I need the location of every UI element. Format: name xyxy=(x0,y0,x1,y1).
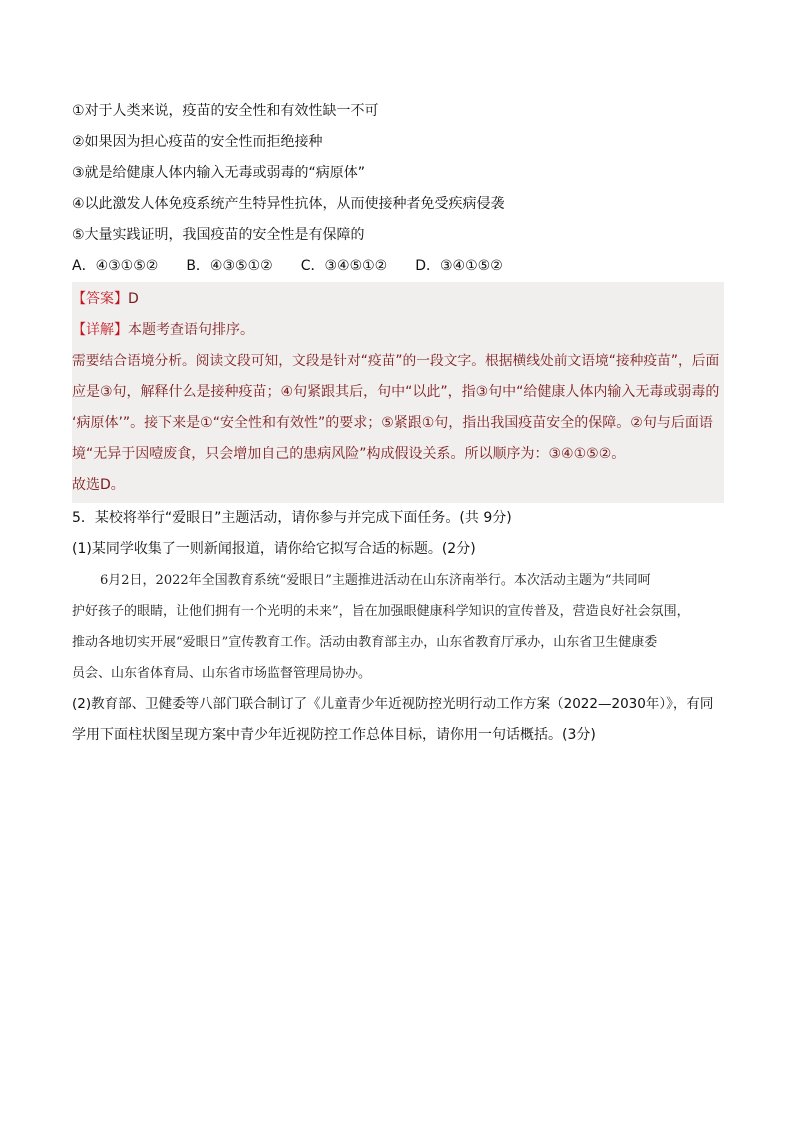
document-page xyxy=(72,96,724,751)
passage-line-3: 推动各地切实开展“爱眼日”宣传教育工作。活动由教育部主办，山东省教育厅承办，山东省卫生健康委 xyxy=(72,635,658,650)
sentence-2: ②如果因为担心疫苗的安全性而拒绝接种 xyxy=(72,134,323,150)
detail-text-4: 境“无异于因噎废食，只会增加自己的患病风险”构成假设关系。所以顺序为：③④①⑤②。 xyxy=(72,446,626,462)
detail-text-3: ‘病原体’”。接下来是①“安全性和有效性”的要求；⑤紧跟①句，指出我国疫苗安全的保障。②句与后面语 xyxy=(72,415,713,431)
answer-options: A．④③①⑤② B．④③⑤①② C．③④⑤①② D．③④①⑤② xyxy=(72,258,503,274)
passage-line-4: 员会、山东省体育局、山东省市场监督管理局协办。 xyxy=(72,666,372,681)
sentence-5: ⑤大量实践证明，我国疫苗的安全性是有保障的 xyxy=(72,227,365,243)
news-passage xyxy=(72,565,724,689)
answer-box xyxy=(72,282,724,503)
answer-value: D xyxy=(128,291,139,307)
detail-line xyxy=(72,315,724,346)
question-5-title: 5．某校将举行“爱眼日”主题活动，请你参与并完成下面任务。(共 9分) xyxy=(72,510,512,526)
detail-text-2: 应是③句，解释什么是接种疫苗；④句紧跟其后，句中“以此”，指③句中“给健康人体内输入无毒或弱毒的 xyxy=(72,384,720,400)
passage-line-2: 护好孩子的眼睛，让他们拥有一个光明的未来”，旨在加强眼健康科学知识的宣传普及，营造良好社会氛围， xyxy=(72,604,690,619)
sentence-list xyxy=(72,96,724,251)
detail-first: 本题考查语句排序。 xyxy=(128,322,254,338)
detail-text-5: 故选D。 xyxy=(72,477,125,493)
detail-text-1: 需要结合语境分析。阅读文段可知，文段是针对“疫苗”的一段文字。根据横线处前文语境“接种疫苗”，后面 xyxy=(72,353,720,369)
sentence-3: ③就是给健康人体内输入无毒或弱毒的“病原体” xyxy=(72,165,366,181)
answer-line xyxy=(72,284,724,315)
question-5-sub1: (1)某同学收集了一则新闻报道，请你给它拟写合适的标题。(2分) xyxy=(72,541,476,557)
detail-tag: 【详解】 xyxy=(72,322,128,338)
passage-line-1: 6月2日，2022年全国教育系统“爱眼日”主题推进活动在山东济南举行。本次活动主题为“共同呵 xyxy=(100,573,651,588)
sentence-4: ④以此激发人体免疫系统产生特异性抗体，从而使接种者免受疾病侵袭 xyxy=(72,196,505,212)
answer-tag: 【答案】 xyxy=(72,291,128,307)
sentence-1: ①对于人类来说，疫苗的安全性和有效性缺一不可 xyxy=(72,103,379,119)
question-5-sub2-line-2: 学用下面柱状图呈现方案中青少年近视防控工作总体目标，请你用一句话概括。(3分) xyxy=(72,727,596,743)
question-5-sub2-line-1: (2)教育部、卫健委等八部门联合制订了《儿童青少年近视防控光明行动工作方案（2022—2030年）》，有同 xyxy=(72,696,714,712)
